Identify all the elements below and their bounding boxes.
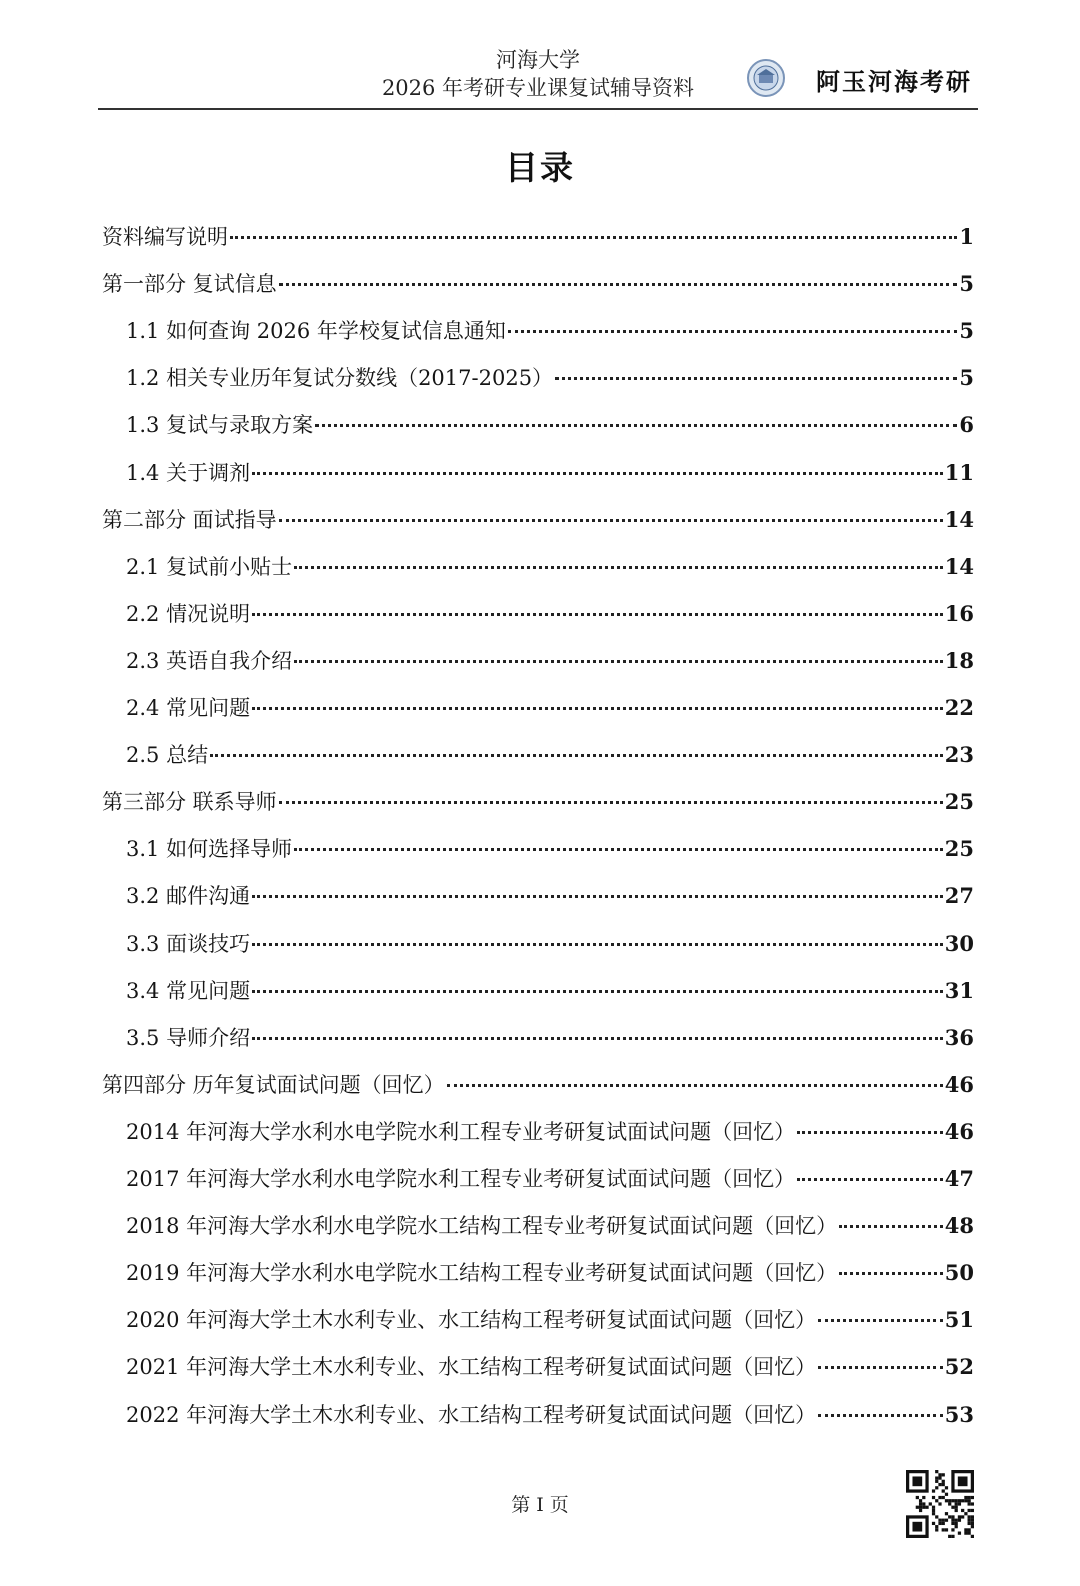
toc-entry-page: 5 <box>959 365 974 391</box>
toc-entry-page: 5 <box>959 271 974 297</box>
toc-entry-label: 2014 年河海大学水利水电学院水利工程专业考研复试面试问题（回忆） <box>126 1119 796 1144</box>
toc-entry-page: 48 <box>944 1213 974 1239</box>
toc-entry-label: 2018 年河海大学水利水电学院水工结构工程专业考研复试面试问题（回忆） <box>126 1214 838 1239</box>
page-header <box>98 44 978 110</box>
toc-entry-page: 47 <box>944 1166 974 1191</box>
toc-entry-page: 27 <box>944 883 974 909</box>
toc-entry-page: 52 <box>944 1354 974 1380</box>
toc-dot-leader <box>294 848 943 851</box>
toc-entry-label: 1.4 关于调剂 <box>126 460 251 485</box>
toc-entry-label: 1.1 如何查询 2026 年学校复试信息通知 <box>126 319 506 344</box>
toc-dot-leader <box>252 613 943 616</box>
toc-dot-leader <box>252 895 943 898</box>
toc-entry-label: 2.5 总结 <box>126 743 209 768</box>
toc-entry[interactable] <box>126 316 974 346</box>
toc-entry-page: 23 <box>944 742 974 768</box>
toc-dot-leader <box>818 1414 943 1417</box>
toc-dot-leader <box>797 1178 943 1181</box>
toc-entry-page: 14 <box>944 553 974 579</box>
toc-entry-page: 11 <box>944 459 974 485</box>
toc-dot-leader <box>279 283 958 286</box>
toc-entry-page: 51 <box>944 1307 974 1333</box>
qr-code-icon <box>906 1470 974 1538</box>
toc-entry-label: 3.5 导师介绍 <box>126 1025 251 1050</box>
toc-entry-label: 第三部分 联系导师 <box>102 790 277 815</box>
toc-entry[interactable] <box>126 410 974 440</box>
toc-entry[interactable] <box>126 646 974 676</box>
toc-entry[interactable] <box>126 1305 974 1335</box>
toc-dot-leader <box>839 1272 943 1275</box>
toc-entry[interactable] <box>126 599 974 629</box>
toc-dot-leader <box>797 1131 943 1134</box>
toc-dot-leader <box>252 472 943 475</box>
toc-entry-page: 22 <box>944 695 974 720</box>
header-title-block <box>338 46 738 102</box>
toc-dot-leader <box>294 566 943 569</box>
toc-entry-label: 2.3 英语自我介绍 <box>126 648 293 673</box>
toc-entry-label: 第一部分 复试信息 <box>102 272 277 297</box>
toc-entry-page: 50 <box>944 1260 974 1286</box>
toc-dot-leader <box>447 1084 943 1087</box>
toc-entry-page: 6 <box>959 412 974 438</box>
toc-entry[interactable] <box>126 1352 974 1382</box>
toc-entry[interactable] <box>102 269 974 299</box>
toc-dot-leader <box>230 236 957 239</box>
toc-entry-label: 2022 年河海大学土木水利专业、水工结构工程考研复试面试问题（回忆） <box>126 1402 817 1427</box>
toc-entry-label: 3.4 常见问题 <box>126 978 251 1003</box>
toc-dot-leader <box>818 1366 943 1369</box>
toc-entry-page: 53 <box>944 1401 974 1427</box>
toc-entry-page: 16 <box>944 600 974 626</box>
toc-dot-leader <box>252 943 943 946</box>
toc-dot-leader <box>508 330 958 333</box>
toc-entry-label: 2017 年河海大学水利水电学院水利工程专业考研复试面试问题（回忆） <box>126 1167 796 1191</box>
toc-dot-leader <box>252 707 943 710</box>
toc-entry[interactable] <box>102 222 974 252</box>
toc-dot-leader <box>555 377 957 380</box>
toc-entry-label: 2.2 情况说明 <box>126 601 251 626</box>
toc-entry[interactable] <box>126 976 974 1006</box>
toc-entry-page: 14 <box>944 506 974 532</box>
toc-dot-leader <box>818 1319 943 1322</box>
toc-dot-leader <box>210 754 943 757</box>
toc-entry-page: 46 <box>944 1118 974 1144</box>
toc-entry[interactable] <box>102 1070 974 1100</box>
toc-entry-page: 25 <box>944 789 974 815</box>
toc-entry-label: 2019 年河海大学水利水电学院水工结构工程专业考研复试面试问题（回忆） <box>126 1261 838 1286</box>
toc-entry[interactable] <box>126 1400 974 1430</box>
toc-entry[interactable] <box>126 1164 974 1194</box>
header-brand: 阿玉河海考研 <box>816 67 972 96</box>
toc-entry[interactable] <box>126 1023 974 1053</box>
toc-entry[interactable] <box>126 929 974 959</box>
header-subtitle: 2026 年考研专业课复试辅导资料 <box>381 76 695 100</box>
toc-entry[interactable] <box>126 740 974 770</box>
toc-entry-label: 1.2 相关专业历年复试分数线（2017-2025） <box>126 366 554 391</box>
toc-entry-page: 5 <box>959 318 974 344</box>
toc-entry-label: 第四部分 历年复试面试问题（回忆） <box>102 1072 445 1097</box>
toc-entry-label: 资料编写说明 <box>102 225 228 249</box>
toc-entry[interactable] <box>126 881 974 911</box>
toc-entry[interactable] <box>102 787 974 817</box>
toc-dot-leader <box>279 519 943 522</box>
toc-entry[interactable] <box>126 693 974 723</box>
toc-entry-page: 25 <box>944 836 974 862</box>
toc-entry[interactable] <box>102 505 974 535</box>
toc-entry-page: 1 <box>959 224 974 249</box>
toc-entry-label: 3.2 邮件沟通 <box>126 884 251 909</box>
toc-entry-page: 18 <box>944 647 974 673</box>
toc-entry-page: 36 <box>944 1024 974 1050</box>
toc-entry[interactable] <box>126 1117 974 1147</box>
toc-dot-leader <box>839 1225 943 1228</box>
toc-dot-leader <box>252 1037 943 1040</box>
toc-entry[interactable] <box>126 552 974 582</box>
toc-entry-label: 2020 年河海大学土木水利专业、水工结构工程考研复试面试问题（回忆） <box>126 1308 817 1333</box>
toc-entry[interactable] <box>126 1211 974 1241</box>
toc-entry-label: 3.3 面谈技巧 <box>126 931 251 956</box>
toc-entry[interactable] <box>126 834 974 864</box>
page-number: 第 I 页 <box>511 1494 569 1516</box>
toc-entry[interactable] <box>126 363 974 393</box>
header-university: 河海大学 <box>496 48 580 72</box>
toc-dot-leader <box>315 424 957 427</box>
university-emblem-icon <box>746 58 786 98</box>
toc-dot-leader <box>252 990 943 993</box>
toc-entry-label: 2.1 复试前小贴士 <box>126 554 293 579</box>
toc-entry-label: 3.1 如何选择导师 <box>126 837 293 862</box>
toc-entry[interactable] <box>126 1258 974 1288</box>
toc-entry-label: 2021 年河海大学土木水利专业、水工结构工程考研复试面试问题（回忆） <box>126 1355 817 1380</box>
toc-entry-page: 46 <box>944 1071 974 1097</box>
toc-dot-leader <box>294 660 943 663</box>
toc-entry-page: 31 <box>944 977 974 1003</box>
toc-dot-leader <box>279 801 943 804</box>
toc-entry-page: 30 <box>944 930 974 956</box>
page-title: 目录 <box>505 148 575 187</box>
toc-entry-label: 2.4 常见问题 <box>126 696 251 720</box>
toc-entry[interactable] <box>126 458 974 488</box>
toc-entry-label: 第二部分 面试指导 <box>102 507 277 532</box>
toc-entry-label: 1.3 复试与录取方案 <box>126 413 314 438</box>
